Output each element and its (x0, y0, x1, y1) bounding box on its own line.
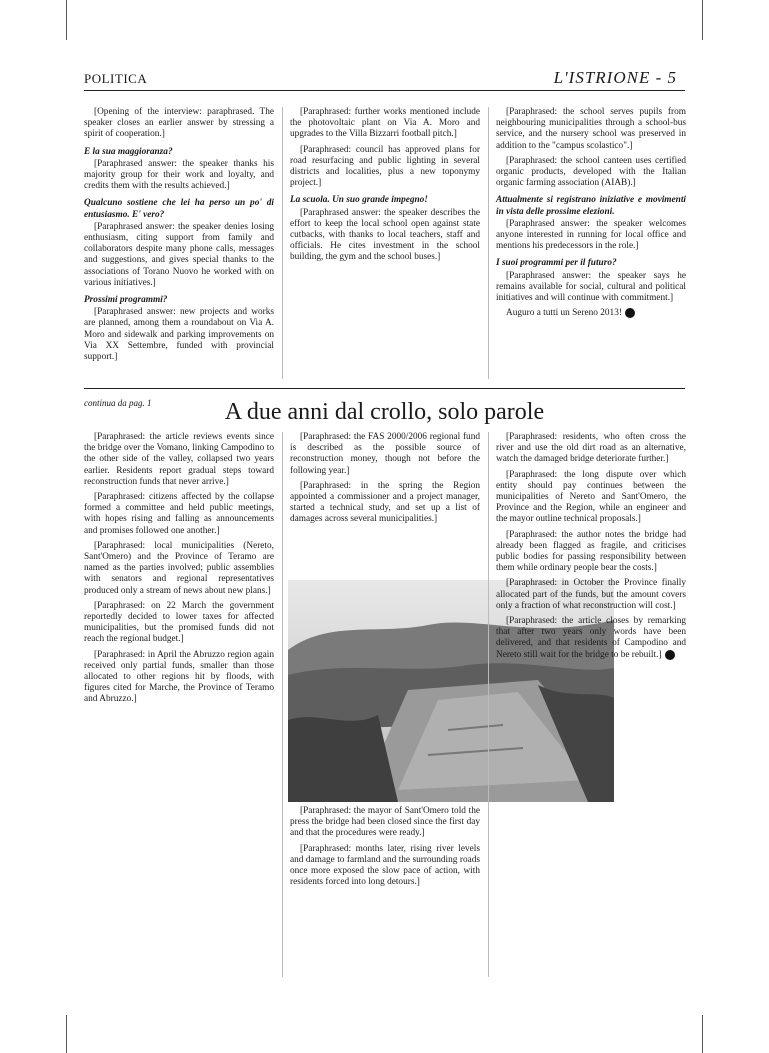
article-col-3: [Paraphrased: residents, who often cross the river and use the old dirt road as an alternative, watch the damaged bridge deteriorate further.] [Paraphrased: the long dispute over which entity should pay continues between the municipalities of Nereto and Sant'Omero, the Province and the Region, while an engineer and the mayor outline technical proposals.] [Paraphrased: the author notes the bridge had already been flagged as fragile, and criticises public bodies for passing responsibility between them while ordinary people bear the costs.] [Paraphrased: in October the Province finally allocated part of the funds, but the amount covers only a fraction of what reconstruction will cost.] [Paraphrased: the article closes by remarking that after two years only words have been delivered, and that residents of Campodino and Nereto still wait for the bridge to be rebuilt.] (496, 432, 686, 660)
section-label: POLITICA (84, 71, 148, 86)
article-col-2-top: [Paraphrased: the FAS 2000/2006 regional fund is described as the possible source of reconstruction money, though not before the following year.] [Paraphrased: in the spring the Region appointed a commissioner and a project manager, started a technical study, and set up a list of damages across several municipalities.] (290, 432, 480, 525)
logo-icon (625, 308, 635, 318)
end-mark-icon (665, 650, 675, 660)
interview-col-2: [Paraphrased: further works mentioned include the photovoltaic plant on Via A. Moro and upgrades to the Villa Bizzarri football pitch.] [Paraphrased: council has approved plans for road resurfacing and public lighting in several districts and localities, plus a new toponymy project.] La scuola. Un suo grande impegno! [Paraphrased answer: the speaker describes the effort to keep the local school open against state cutbacks, with thanks to local teachers, staff and officials. He cites investment in the school building, the gym and the school buses.] (290, 107, 480, 263)
masthead: L'ISTRIONE - 5 (553, 68, 677, 87)
article-col-2-bottom: [Paraphrased: the mayor of Sant'Omero told the press the bridge had been closed since the first day and that the procedures were ready.] [Paraphrased: months later, rising river levels and damage to farmland and the surrounding roads once more exposed the slow pace of action, with residents forced into long detours.] (290, 806, 480, 888)
section-divider (84, 388, 685, 389)
interview-col-1: [Opening of the interview: paraphrased. The speaker closes an earlier answer by stressing a spirit of cooperation.] E la sua maggioranza? [Paraphrased answer: the speaker thanks his majority group for their work and loyalty, and credits them with the results achieved.] Qualcuno sostiene che lei ha perso un po' di entusiasmo. E' vero? [Paraphrased answer: the speaker denies losing enthusiasm, citing support from family and collaborators despite many phone calls, messages and suggestions, and gives special thanks to the associations of Torano Nuovo he worked with on various initiatives.] Prossimi programmi? [Paraphrased answer: new projects and works are planned, among them a roundabout on Via A. Moro and sidewalk and parking improvements on Via XX Settembre, funded with provincial support.] (84, 107, 274, 363)
interview-col-3: [Paraphrased: the school serves pupils from neighbouring municipalities through a school-bus service, and the nursery school was preserved in addition to the "campus scolastico".] [Paraphrased: the school canteen uses certified organic products, developed with the Italian organic farming association (AIAB).] Attualmente si registrano iniziative e movimenti in vista delle prossime elezioni. [Paraphrased answer: the speaker welcomes anyone interested in running for local office and mentions his predecessors in the role.] I suoi programmi per il futuro? [Paraphrased answer: the speaker says he remains available for social, cultural and political initiatives and will continue with commitment.] Auguro a tutti un Sereno 2013! (496, 107, 686, 319)
header-rule (84, 90, 685, 91)
signoff-text: Auguro a tutti un Sereno 2013! (506, 308, 622, 319)
article-title: A due anni dal crollo, solo parole (224, 399, 545, 425)
article-col-1: [Paraphrased: the article reviews events since the bridge over the Vomano, linking Campodino to the other side of the valley, collapsed two years earlier. Residents report gradual steps toward reconstruction funds that never arrive.] [Paraphrased: citizens affected by the collapse formed a committee and held public meetings, with hopes rising and falling as announcements and promises followed one another.] [Paraphrased: local municipalities (Nereto, Sant'Omero) and the Province of Teramo are named as the parties involved; public assemblies with senators and regional representatives produced only a stream of news about new plans.] [Paraphrased: on 22 March the government reportedly decided to lower taxes for affected municipalities, but the promised funds did not reach the regional budget.] [Paraphrased: in April the Abruzzo region again received only partial funds, smaller than those allocated to other regions hit by floods, with figures cited for Marche, the Province of Teramo and Abruzzo.] (84, 432, 274, 705)
continued-label: continua da pag. 1 (84, 398, 152, 408)
